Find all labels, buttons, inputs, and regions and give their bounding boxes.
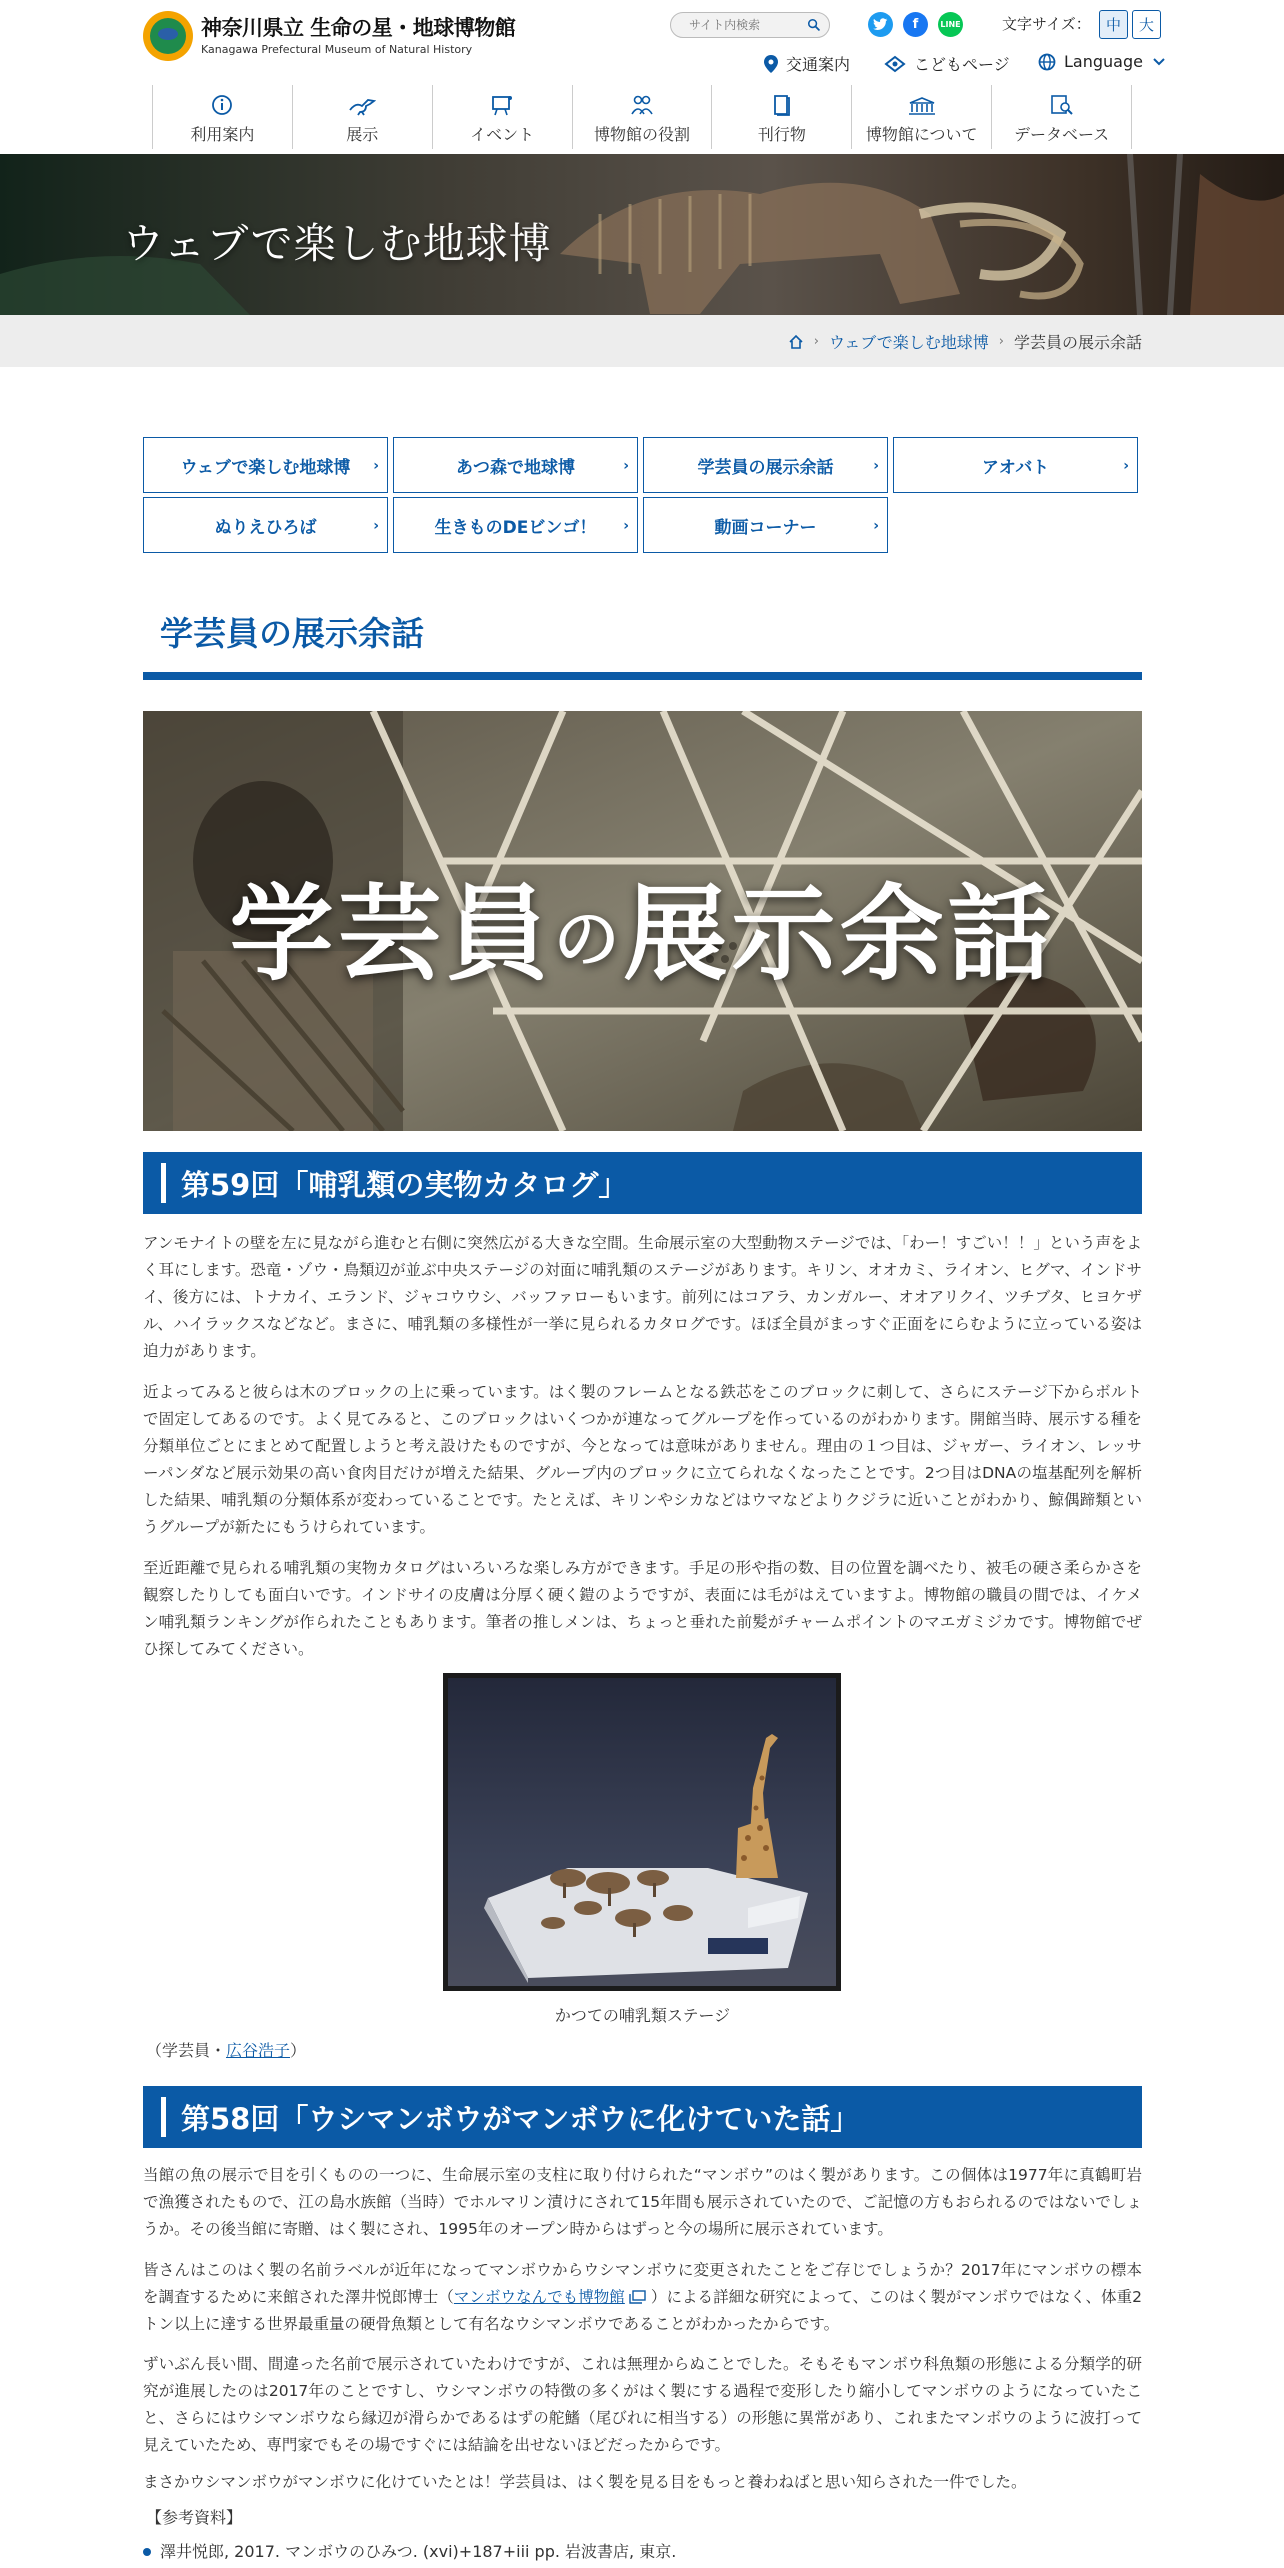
subnav-curator-talks[interactable] — [643, 437, 888, 493]
twitter-icon[interactable] — [868, 12, 893, 37]
nav-item-events[interactable] — [432, 85, 572, 149]
dinosaur-icon — [348, 96, 376, 116]
subnav-aobato[interactable] — [893, 437, 1138, 493]
chevron-right-icon: › — [873, 458, 879, 474]
subnav-animal-crossing[interactable] — [393, 437, 638, 493]
manbou-museum-link[interactable]: マンボウなんでも博物館 — [453, 2288, 625, 2306]
article-58-paragraph: まさかウシマンボウがマンボウに化けていたとは！学芸員は、はく製を見る目をもっと養わねばと思い知らされた一件でした。 — [143, 2473, 1027, 2491]
logo-text — [201, 15, 516, 56]
nav-label: 博物館について — [865, 125, 978, 144]
article-59-paragraph: 近よってみると彼らは木のブロックの上に乗っています。はく製のフレームとなる鉄芯をこのブロックに刺して、さらにステージ下からボルトで固定してあるのです。よく見てみると、このブロックはいくつかが連なってグループを作っているのがわかります。開館当時、展示する種を分類単位ごとにまとめて配置しようと考え設けたものですが、今となっては意味がありません。理由の１つ目は、ジャガー、ライオン、レッサーパンダなど展示効果の高い食肉目だけが増えた結果、グループ内のブロックに立てられなくなったことです。2つ目はDNAの塩基配列を解析した結果、哺乳類の分類体系が変わっていることです。たとえば、キリンやシカなどはウマなどよりクジラに近いことがわかり、鯨偶蹄類というグループが新たにもうけられています。 — [143, 1383, 1142, 1536]
bullet-icon — [143, 2548, 151, 2556]
article-58-heading: 第58回「ウシマンボウがマンボウに化けていた話」 — [143, 2086, 1142, 2148]
nav-item-about[interactable] — [851, 85, 991, 149]
search-input[interactable] — [689, 18, 807, 32]
chevron-right-icon: › — [623, 518, 629, 534]
access-label: 交通案内 — [786, 55, 851, 74]
search-icon[interactable] — [807, 16, 821, 34]
info-icon — [211, 94, 233, 116]
banner-title-part: 学芸員 — [229, 873, 554, 995]
banner-title — [143, 850, 1142, 1000]
kids-page-link[interactable] — [884, 52, 1010, 75]
nav-label: 博物館の役割 — [594, 125, 691, 144]
language-selector[interactable] — [1038, 52, 1165, 71]
nav-item-guide[interactable] — [152, 85, 292, 149]
nav-label: 展示 — [346, 125, 379, 144]
people-icon — [630, 94, 654, 116]
site-logo[interactable] — [143, 10, 516, 62]
curator-name-link[interactable]: 広谷浩子 — [226, 2041, 291, 2060]
logo-title-en: Kanagawa Prefectural Museum of Natural History — [201, 42, 473, 56]
site-search — [670, 12, 830, 38]
chevron-down-icon — [1153, 58, 1165, 66]
chevron-right-icon: › — [373, 458, 379, 474]
breadcrumb-separator: › — [813, 334, 819, 349]
chevron-right-icon: › — [373, 518, 379, 534]
event-board-icon — [490, 94, 514, 116]
external-window-icon — [629, 2290, 647, 2304]
nav-item-roles[interactable] — [572, 85, 712, 149]
article-58-text: 皆さんはこのはく製の名前ラベルが近年になってマンボウからウシマンボウに変更されたことをご存じでしょうか？2017年にマンボウの標本を調査するために来館された澤井悦郎博士（ — [143, 2261, 1142, 2306]
breadcrumb-web-museum[interactable]: ウェブで楽しむ地球博 — [828, 333, 989, 352]
references-heading: 【参考資料】 — [146, 2508, 243, 2527]
nav-item-publications[interactable] — [711, 85, 851, 149]
hero-title: ウェブで楽しむ地球博 — [122, 219, 552, 268]
article-59-heading: 第59回「哺乳類の実物カタログ」 — [143, 1152, 1142, 1214]
article-58-paragraph — [143, 2257, 1142, 2338]
font-size-label: 文字サイズ： — [1002, 15, 1091, 33]
subnav-label: 学芸員の展示余話 — [697, 457, 834, 478]
banner-title-part: 展示余話 — [623, 873, 1056, 995]
font-size-large-button[interactable]: 大 — [1132, 10, 1161, 39]
language-label: Language — [1064, 52, 1143, 71]
breadcrumb-separator: › — [998, 334, 1004, 349]
access-link[interactable] — [764, 52, 850, 75]
museum-building-icon — [907, 96, 937, 116]
subnav-web-museum[interactable] — [143, 437, 388, 493]
article-58-paragraph: ずいぶん長い間、間違った名前で展示されていたわけですが、これは無理からぬことでした。そもそもマンボウ科魚類の形態による分類学的研究が進展したのは2017年のことですし、ウシマンボウの特徴の多くがはく製にする過程で変形したり縮小してマンボウのようになっていたこと、さらにはウシマンボウなら縁辺が滑らかであるはずの舵鰭（尾びれに相当する）の形態に異常があり、これまたマンボウのように波打って見えていたため、専門家でもその場ですぐには結論を出せないほどだったからです。 — [143, 2355, 1142, 2454]
breadcrumb — [788, 330, 1142, 353]
credit-prefix: （学芸員・ — [146, 2041, 227, 2060]
subnav-label: あつ森で地球博 — [456, 457, 575, 478]
mammal-stage-photo — [443, 1673, 841, 1991]
reference-item: 澤井悦郎, 2017. マンボウのひみつ. (xvi)+187+iii pp. 岩波書店, 東京. — [160, 2542, 677, 2561]
nav-item-database[interactable] — [991, 85, 1132, 149]
logo-title-ja: 神奈川県立 生命の星・地球博物館 — [201, 15, 516, 40]
kids-page-label: こどもページ — [914, 55, 1010, 74]
nav-label: 刊行物 — [757, 125, 806, 144]
subnav-label: ぬりえひろば — [214, 517, 317, 538]
article-58-text: ）による詳細な研究によって、このはく製がマンボウではなく、体重2トン以上に達する世界最重量の硬骨魚類として有名なウシマンボウであることがわかったからです。 — [143, 2288, 1142, 2333]
line-icon[interactable]: LINE — [938, 12, 963, 37]
chevron-right-icon: › — [623, 458, 629, 474]
photo-caption: かつての哺乳類ステージ — [554, 2006, 731, 2025]
subnav-label: ウェブで楽しむ地球博 — [180, 457, 351, 478]
article-59-paragraph: アンモナイトの壁を左に見ながら進むと右側に突然広がる大きな空間。生命展示室の大型動物ステージでは、「わー！すごい！！」という声をよく耳にします。恐竜・ゾウ・鳥類辺が並ぶ中央ステージの対面に哺乳類のステージがあります。キリン、オオカミ、ライオン、ヒグマ、インドサイ、後方には、トナカイ、エランド、ジャコウウシ、バッファローもいます。前列にはコアラ、カンガルー、オオアリクイ、ツチブタ、ヒヨケザル、ハイラックスなどなど。まさに、哺乳類の多様性が一挙に見られるカタログです。ほぼ全員がまっすぐ正面をにらむように立っている姿は迫力があります。 — [143, 1234, 1142, 1360]
credit-suffix: ） — [290, 2041, 307, 2060]
home-icon[interactable] — [788, 334, 804, 350]
nav-label: 利用案内 — [190, 125, 255, 144]
article-58-paragraph: 当館の魚の展示で目を引くものの一つに、生命展示室の支柱に取り付けられた“マンボウ”のはく製があります。この個体は1977年に真鶴町岩で漁獲されたもので、江の島水族館（当時）でホルマリン漬けにされて15年間も展示されていたので、ご記憶の方もおられるのではないでしょうか。その後当館に寄贈、はく製にされ、1995年のオープン時からはずっと今の場所に展示されています。 — [143, 2166, 1142, 2238]
globe-icon — [1038, 53, 1056, 71]
title-underline — [143, 672, 1142, 680]
nav-item-exhibits[interactable] — [292, 85, 432, 149]
article-59-credit — [146, 2038, 306, 2061]
subnav-label: アオバト — [981, 457, 1050, 478]
kids-icon — [884, 55, 906, 73]
nav-label: イベント — [470, 125, 535, 144]
page-title: 学芸員の展示余話 — [160, 614, 424, 653]
banner-title-part: の — [553, 901, 624, 978]
subnav-videos[interactable] — [643, 497, 888, 553]
subnav-bingo[interactable] — [393, 497, 638, 553]
database-search-icon — [1050, 94, 1074, 116]
subnav-label: 生きものDEビンゴ！ — [434, 517, 597, 538]
breadcrumb-current: 学芸員の展示余話 — [1013, 333, 1142, 352]
facebook-icon[interactable]: f — [903, 12, 928, 37]
subnav-label: 動画コーナー — [714, 517, 817, 538]
nav-label: データベース — [1013, 125, 1110, 144]
article-59-paragraph: 至近距離で見られる哺乳類の実物カタログはいろいろな楽しみ方ができます。手足の形や指の数、目の位置を調べたり、被毛の硬さ柔らかさを観察したりしても面白いです。インドサイの皮膚は分厚く硬く鎧のようですが、表面には毛がはえていますよ。博物館の職員の間では、イケメン哺乳類ランキングが作られたこともあります。筆者の推しメンは、ちょっと垂れた前髪がチャームポイントのマエガミジカです。博物館でぜひ探してみてください。 — [143, 1559, 1142, 1658]
main-nav — [152, 85, 1132, 149]
chevron-right-icon: › — [1123, 458, 1129, 474]
chevron-right-icon: › — [873, 518, 879, 534]
museum-logo-icon — [143, 11, 193, 61]
map-pin-icon — [764, 55, 778, 73]
font-size-medium-button[interactable]: 中 — [1099, 10, 1128, 39]
book-icon — [772, 94, 792, 116]
subnav-coloring[interactable] — [143, 497, 388, 553]
